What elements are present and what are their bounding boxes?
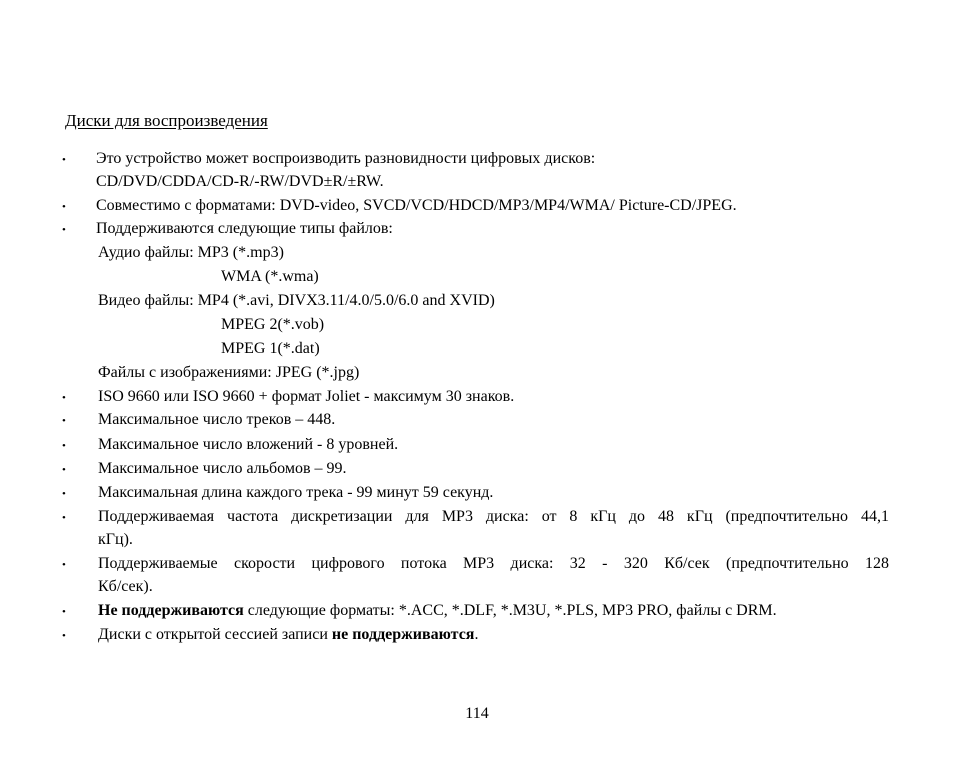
sampling-rate-line2: кГц).: [98, 531, 133, 548]
open-session-note: [98, 625, 478, 645]
supported-formats: Совместимо с форматами: DVD-video, SVCD/VCD/HDCD/MP3/MP4/WMA/ Picture-CD/JPEG.: [96, 197, 737, 214]
bitrate-line2: Кб/сек).: [98, 578, 153, 595]
section-heading: Диски для воспроизведения: [65, 111, 268, 130]
audio-wma: WMA (*.wma): [221, 268, 319, 285]
bullet-icon: •: [62, 488, 66, 500]
bullet-icon: •: [62, 392, 66, 404]
sampling-rate-line1: Поддерживаемая частота дискретизации для MP3 диска: от 8 кГц до 48 кГц (предпочтительно 44,1: [98, 508, 889, 525]
bitrate-line1: Поддерживаемые скорости цифрового потока MP3 диска: 32 - 320 Кб/сек (предпочтительно 128: [98, 555, 889, 572]
video-mpeg1: MPEG 1(*.dat): [221, 340, 320, 357]
disc-types-line1: Это устройство может воспроизводить разновидности цифровых дисков:: [96, 150, 596, 167]
bullet-icon: •: [62, 512, 66, 524]
unsupported-emphasis: Не поддерживаются: [98, 602, 244, 619]
bullet-icon: •: [62, 440, 66, 452]
bullet-icon: •: [62, 201, 66, 213]
file-types-intro: Поддерживаются следующие типы файлов:: [96, 220, 393, 237]
video-files: Видео файлы: MP4 (*.avi, DIVX3.11/4.0/5.0/6.0 and XVID): [98, 292, 495, 309]
page-number: 114: [465, 705, 489, 722]
open-session-text: Диски с открытой сессией записи: [98, 626, 332, 643]
audio-files: Аудио файлы: MP3 (*.mp3): [98, 244, 284, 261]
max-tracks: Максимальное число треков – 448.: [98, 411, 336, 428]
bullet-icon: •: [62, 224, 66, 236]
open-session-end: .: [474, 626, 479, 643]
image-files: Файлы с изображениями: JPEG (*.jpg): [98, 364, 360, 381]
disc-types-line2: CD/DVD/CDDA/CD-R/-RW/DVD±R/±RW.: [96, 173, 384, 190]
max-track-length: Максимальная длина каждого трека - 99 минут 59 секунд.: [98, 484, 494, 501]
video-mpeg2: MPEG 2(*.vob): [221, 316, 325, 333]
bullet-icon: •: [62, 464, 66, 476]
bullet-icon: •: [62, 630, 66, 642]
max-albums: Максимальное число альбомов – 99.: [98, 460, 347, 477]
max-nesting: Максимальное число вложений - 8 уровней.: [98, 436, 399, 453]
bullet-icon: •: [62, 415, 66, 427]
open-session-emphasis: не поддерживаются: [331, 626, 475, 643]
unsupported-formats: [98, 601, 777, 621]
iso-info: ISO 9660 или ISO 9660 + формат Joliet - максимум 30 знаков.: [98, 388, 515, 405]
bullet-icon: •: [62, 559, 66, 571]
bullet-icon: •: [62, 154, 66, 166]
unsupported-text: следующие форматы: *.ACC, *.DLF, *.M3U, *.PLS, MP3 PRO, файлы с DRM.: [243, 602, 777, 619]
bullet-icon: •: [62, 606, 66, 618]
